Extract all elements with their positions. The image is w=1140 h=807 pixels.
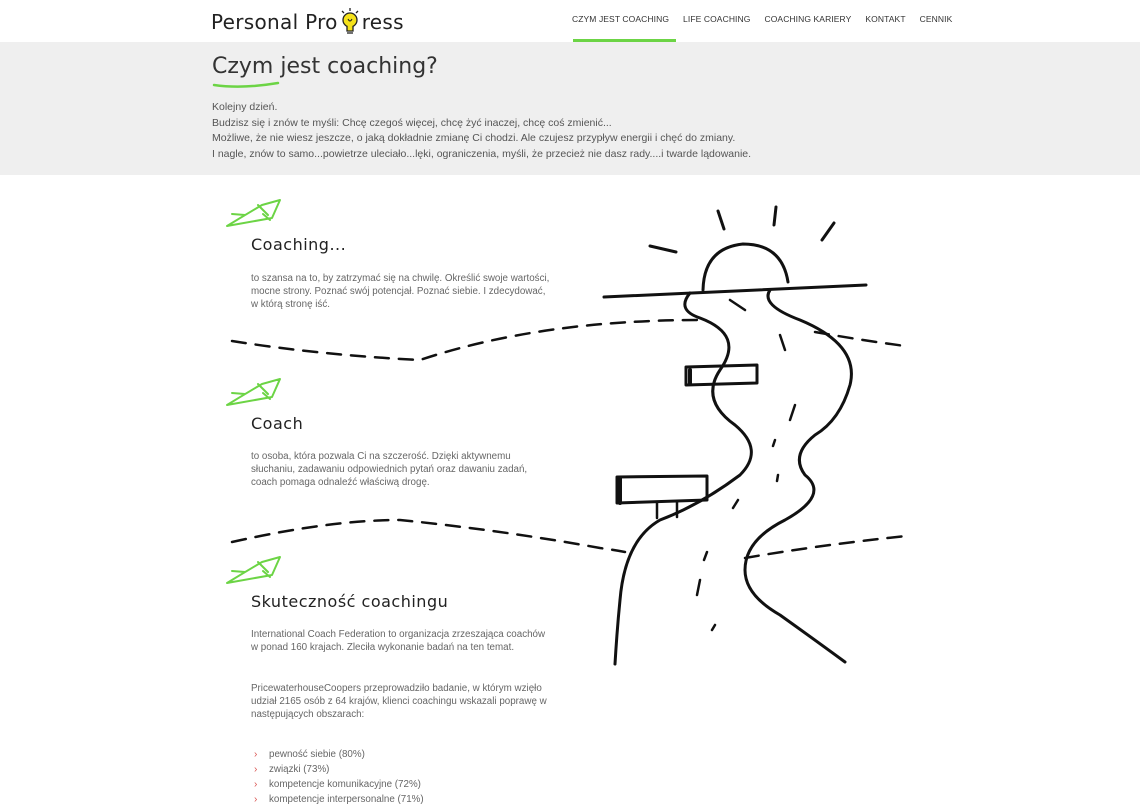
flag-icon [227,200,280,583]
section-text-2: PricewaterhouseCoopers przeprowadziło badanie, w którym wzięło udział 2165 osób z 64 krajów, klienci coachingu wskazali poprawę w następujących obszarach: [251,683,547,720]
logo-text-start: Personal Pro [211,10,338,34]
nav-coaching-kariery[interactable]: COACHING KARIERY [764,14,852,24]
section-title: Coach [251,414,304,433]
nav-life-coaching[interactable]: LIFE COACHING [683,14,751,24]
list-item-label: kompetencje komunikacyjne (72%) [269,779,421,790]
page-title: Czym jest coaching? [212,54,438,79]
chevron-right-icon: › [254,779,258,790]
list-item-label: związki (73%) [269,764,330,775]
chevron-right-icon: › [254,749,258,760]
results-list [254,747,424,807]
intro-line: Budzisz się i znów te myśli: Chcę czegoś więcej, chcę żyć inaczej, chcę coś zmienić... [212,116,612,129]
section-title: Coaching... [251,235,347,254]
intro-line: Kolejny dzień. [212,101,278,113]
intro-line: Możliwe, że nie wiesz jeszcze, o jaką dokładnie zmianę Ci chodzi. Ale czujesz przypływ energii i chęć do zmiany. [212,132,736,144]
list-item [254,792,424,807]
chevron-right-icon: › [254,794,258,805]
list-item-label: kompetencje interpersonalne (71%) [269,794,424,805]
list-item [254,777,424,792]
section-text: to szansa na to, by zatrzymać się na chwilę. Określić swoje wartości, mocne strony. Poznać swój potencjał. Poznać siebie. I zdecydować, w którą stronę iść. [251,273,550,310]
list-item-label: pewność siebie (80%) [269,749,365,760]
logo-text-end: ress [361,10,404,34]
nav-kontakt[interactable]: KONTAKT [865,14,906,24]
list-item [254,747,424,762]
nav-czym-jest-coaching[interactable]: CZYM JEST COACHING [565,0,676,42]
section-title: Skuteczność coachingu [251,592,449,611]
section-text: International Coach Federation to organizacja zrzeszająca coachów w ponad 160 krajach. Zleciła wykonanie badań na ten temat. [251,629,546,653]
section-text: to osoba, która pozwala Ci na szczerość. Dzięki aktywnemu słuchaniu, zadawaniu odpowiednich pytań oraz dawaniu zadań, coach pomaga odnaleźć właściwą drogę. [251,451,528,488]
intro-line: I nagle, znów to samo...powietrze uleciało...lęki, ograniczenia, myśli, że przecież nie dasz rady....i twarde lądowanie. [212,147,752,160]
nav-cennik[interactable]: CENNIK [919,14,953,24]
chevron-right-icon: › [254,764,258,775]
list-item [254,762,424,777]
